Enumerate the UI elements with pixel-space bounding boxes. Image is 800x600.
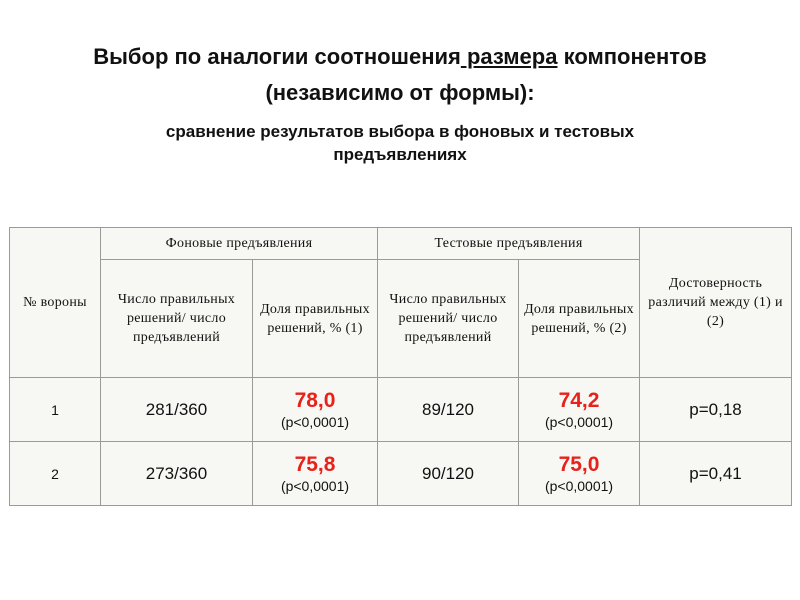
bg-share-value: 75,8 — [294, 452, 336, 476]
raven-number: 2 — [10, 442, 101, 506]
test-p-value: (p<0,0001) — [544, 413, 614, 430]
test-p-value: (p<0,0001) — [544, 477, 614, 494]
test-share-cell — [519, 442, 640, 506]
bg-share-value: 78,0 — [294, 388, 336, 412]
table-row — [10, 442, 792, 506]
bg-share-cell — [253, 378, 378, 442]
header-bg-correct-share: Доля правильных решений, % (1) — [253, 260, 378, 378]
page-title-line2: (независимо от формы): — [265, 80, 535, 105]
header-bg-correct-count: Число правильных решений/ число предъявлений — [101, 260, 253, 378]
table-row — [10, 378, 792, 442]
title-text-end: компонентов — [557, 44, 707, 69]
header-test-correct-count: Число правильных решений/ число предъявлений — [378, 260, 519, 378]
title-text-start: Выбор по аналогии соотношения — [93, 44, 461, 69]
significance-value: p=0,18 — [640, 378, 792, 442]
page-subtitle-line2: предъявлениях — [333, 145, 467, 164]
bg-p-value: (p<0,0001) — [280, 413, 350, 430]
header-significance: Достоверность различий между (1) и (2) — [640, 228, 792, 378]
header-background-presentations: Фоновые предъявления — [101, 228, 378, 260]
significance-value: p=0,41 — [640, 442, 792, 506]
bg-count-value: 273/360 — [101, 442, 253, 506]
bg-p-value: (p<0,0001) — [280, 477, 350, 494]
page-title — [0, 44, 800, 70]
raven-number: 1 — [10, 378, 101, 442]
test-share-value: 75,0 — [558, 452, 600, 476]
bg-count-value: 281/360 — [101, 378, 253, 442]
title-underlined-word: размера — [460, 44, 558, 69]
test-share-value: 74,2 — [558, 388, 600, 412]
bg-share-cell — [253, 442, 378, 506]
test-share-cell — [519, 378, 640, 442]
header-test-correct-share: Доля правильных решений, % (2) — [519, 260, 640, 378]
test-count-value: 89/120 — [378, 378, 519, 442]
test-count-value: 90/120 — [378, 442, 519, 506]
header-raven-number: № вороны — [10, 228, 101, 378]
page-subtitle: сравнение результатов выбора в фоновых и тестовых — [165, 122, 635, 141]
header-test-presentations: Тестовые предъявления — [378, 228, 640, 260]
results-table — [9, 227, 792, 506]
table-header-row — [10, 228, 792, 260]
